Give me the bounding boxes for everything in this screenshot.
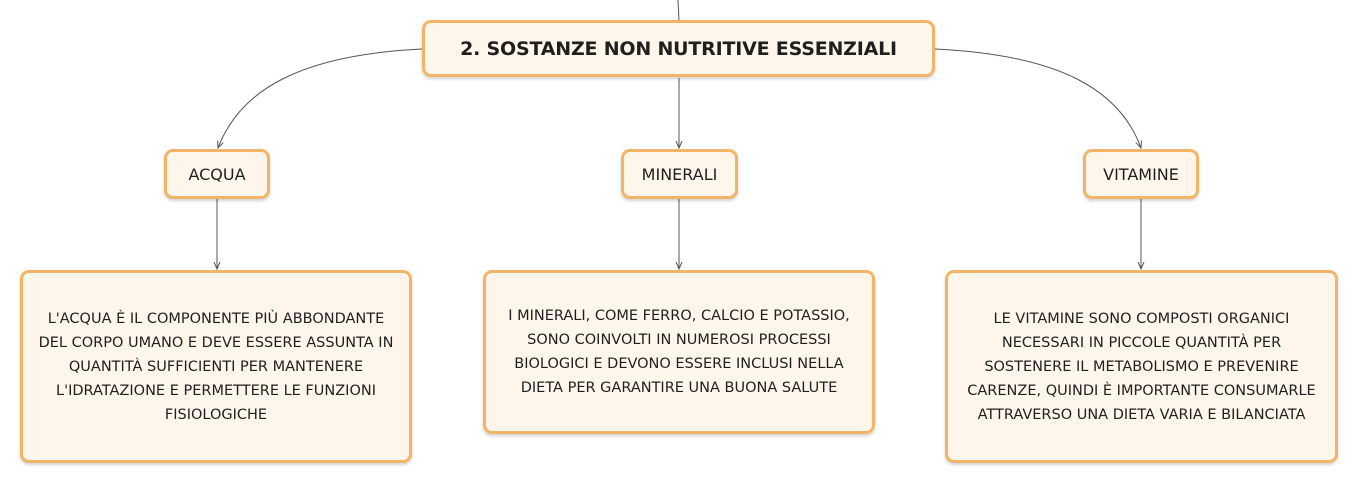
description-acqua-text: L'ACQUA È IL COMPONENTE PIÙ ABBONDANTE DEL CORPO UMANO E DEVE ESSERE ASSUNTA IN QUANTITÀ SUFFICIENTI PER MANTENERE L'IDRATAZIONE E PERMETTERE LE FUNZIONI FISIOLOGICHE <box>38 310 394 423</box>
connector-root-to-acqua <box>218 49 422 148</box>
description-minerali-text: I MINERALI, COME FERRO, CALCIO E POTASSIO, SONO COINVOLTI IN NUMEROSI PROCESSI BIOLOGICI E DEVONO ESSERE INCLUSI NELLA DIETA PER GARANTIRE UNA BUONA SALUTE <box>508 308 850 396</box>
description-node-vitamine[interactable] <box>945 270 1338 463</box>
branch-node-acqua[interactable] <box>164 149 270 199</box>
description-vitamine-text: LE VITAMINE SONO COMPOSTI ORGANICI NECESSARI IN PICCOLE QUANTITÀ PER SOSTENERE IL METABOLISMO E PREVENIRE CARENZE, QUINDI È IMPORTANTE CONSUMARLE ATTRAVERSO UNA DIETA VARIA E BILANCIATA <box>967 310 1316 423</box>
root-node[interactable] <box>422 20 935 77</box>
branch-node-vitamine-label: VITAMINE <box>1103 164 1179 184</box>
root-node-label: 2. SOSTANZE NON NUTRITIVE ESSENZIALI <box>460 37 897 60</box>
connector-from-parent <box>678 0 679 20</box>
branch-node-minerali-label: MINERALI <box>641 164 718 184</box>
branch-node-acqua-label: ACQUA <box>188 164 246 184</box>
connector-root-to-vitamine <box>935 49 1141 148</box>
description-node-minerali[interactable] <box>483 270 875 434</box>
branch-node-minerali[interactable] <box>621 149 738 199</box>
description-node-acqua[interactable] <box>20 270 412 463</box>
branch-node-vitamine[interactable] <box>1083 149 1199 199</box>
